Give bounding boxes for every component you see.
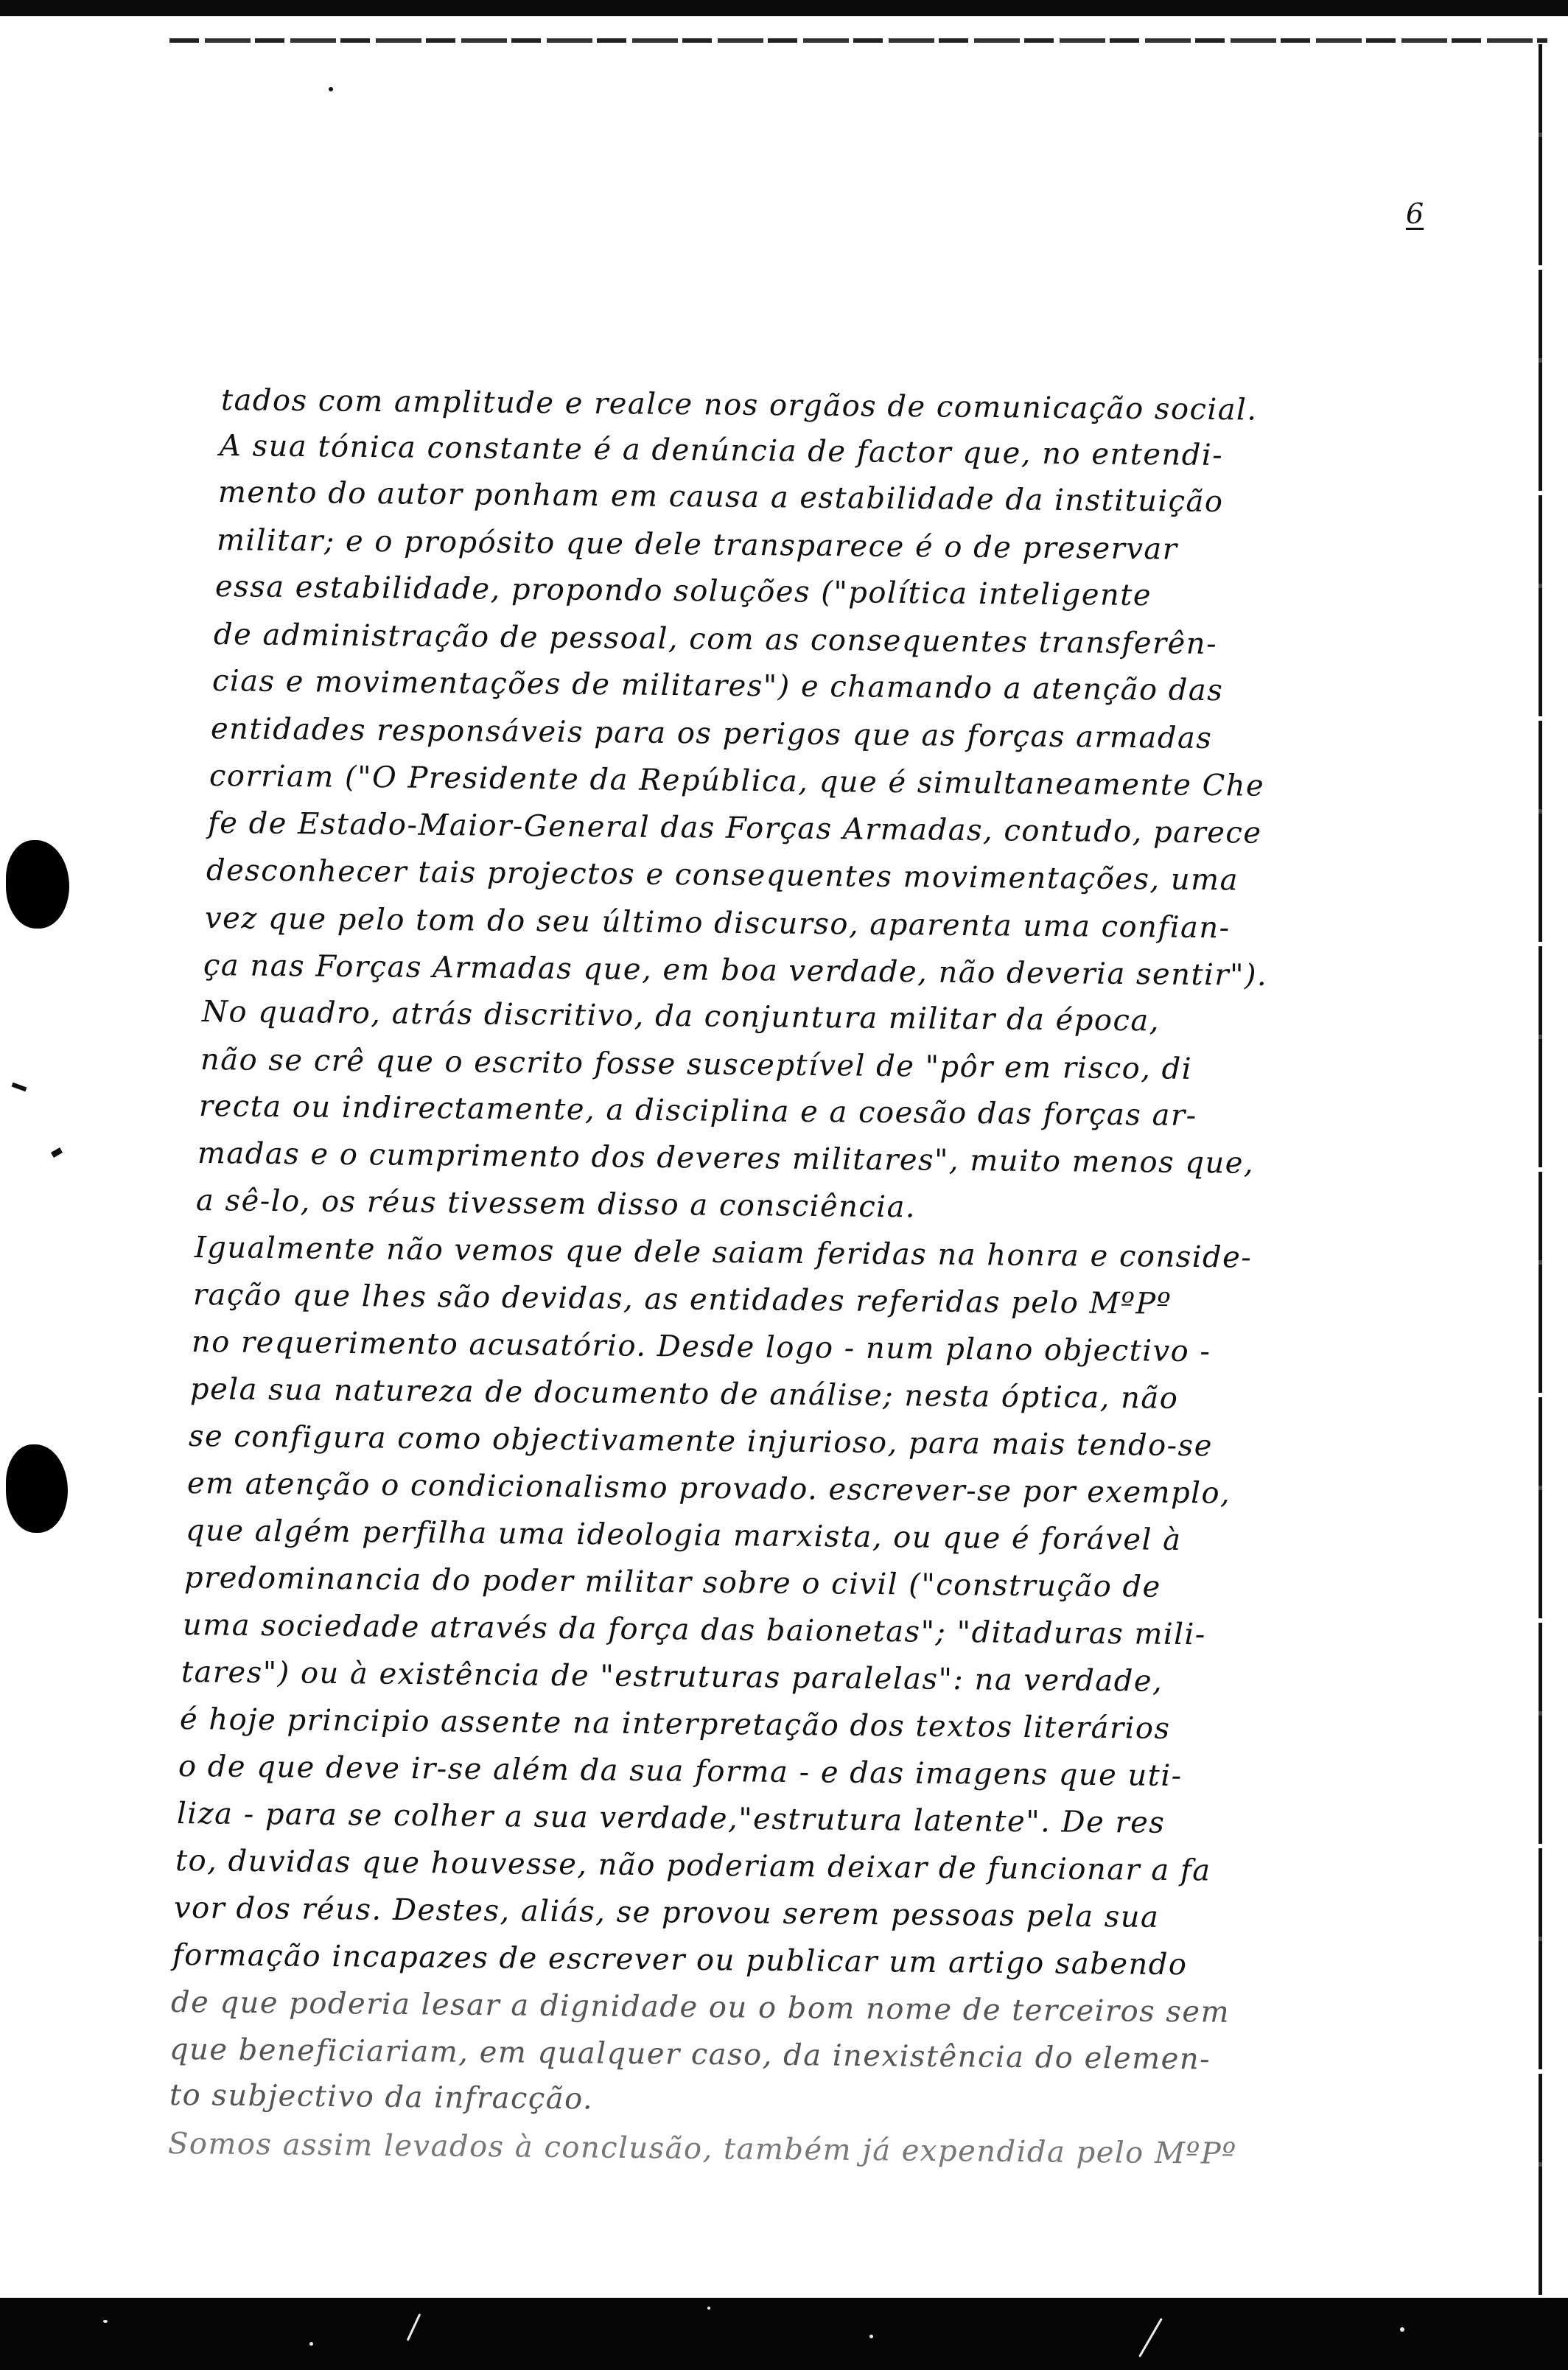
scan-speck [309,2342,313,2346]
text-line: não se crê que o escrito fosse susceptível de "pôr em risco, di [200,1043,1193,1086]
punch-hole-lower [6,1444,68,1533]
text-line: o de que deve ir-se além da sua forma - e das imagens que uti- [178,1749,1183,1794]
text-line: essa estabilidade, propondo soluções ("política inteligente [214,570,1152,613]
text-line: formação incapazes de escrever ou publicar um artigo sabendo [172,1938,1188,1982]
text-line: liza - para se colher a sua verdade,"estrutura latente". De res [176,1797,1166,1840]
text-line: vez que pelo tom do seu último discurso, aparenta uma confian- [204,901,1231,945]
text-line: de que poderia lesar a dignidade ou o bom nome de terceiros sem [170,1985,1231,2030]
text-line: que beneficiariam, em qualquer caso, da inexistência do elemen- [169,2032,1211,2077]
text-line: to subjectivo da infracção. [169,2078,594,2116]
margin-mark [12,1083,27,1091]
text-line: madas e o cumprimento dos deveres militares", muito menos que, [197,1136,1255,1181]
scan-speck [707,2307,710,2310]
text-line: em atenção o condicionalismo provado. escrever-se por exemplo, [186,1467,1231,1511]
margin-mark [51,1147,63,1158]
text-line: predominancia do poder militar sobre o civil ("construção de [183,1561,1162,1604]
page-number: 6 [1406,198,1424,230]
scan-speck [1138,2318,1163,2357]
scan-top-border [0,0,1568,16]
text-line: fe de Estado-Maior-General das Forças Armadas, contudo, parece [207,806,1262,850]
text-line: cias e movimentações de militares") e chamando a atenção das [211,664,1224,708]
scan-speck [103,2320,108,2323]
scan-top-dashed-line [169,38,1547,43]
scan-right-margin-line [1539,44,1542,2299]
text-line: tados com amplitude e realce nos orgãos de comunicação social. [220,383,1258,427]
text-line: mento do autor ponham em causa a estabilidade da instituição [217,475,1224,520]
text-line: a sê-lo, os réus tivessem disso a consciência. [195,1184,917,1225]
text-line: No quadro, atrás discritivo, da conjuntura militar da época, [201,995,1161,1038]
text-line: uma sociedade através da força das baionetas"; "ditaduras mili- [182,1608,1207,1652]
scan-bottom-border [0,2298,1568,2370]
scan-speck [1400,2327,1404,2332]
text-line: tares") ou à existência de "estruturas paralelas": na verdade, [181,1655,1163,1699]
text-line: no requerimento acusatório. Desde logo - num plano objectivo - [191,1325,1211,1369]
text-line: vor dos réus. Destes, aliás, se provou serem pessoas pela sua [173,1891,1160,1934]
scan-speck [407,2313,421,2341]
text-line: ração que lhes são devidas, as entidades referidas pelo MºPº [192,1278,1172,1321]
text-line: recta ou indirectamente, a disciplina e a coesão das forças ar- [198,1089,1197,1133]
text-line: que algém perfilha uma ideologia marxista, ou que é forável à [185,1514,1182,1557]
text-line: pela sua natureza de documento de análise; nesta óptica, não [189,1372,1179,1416]
text-line: desconhecer tais projectos e consequentes movimentações, uma [206,853,1239,898]
text-line: to, duvidas que houvesse, não poderiam deixar de funcionar a fa [175,1844,1211,1888]
scan-dot [329,87,333,91]
text-line: Somos assim levados à conclusão, também já expendida pelo MºPº [167,2127,1237,2171]
text-line: entidades responsáveis para os perigos que as forças armadas [210,712,1213,756]
text-line: militar; e o propósito que dele transparece é o de preservar [216,523,1178,567]
text-line: Igualmente não vemos que dele saiam feridas na honra e conside- [194,1231,1253,1275]
punch-hole-upper [6,840,69,929]
text-line: A sua tónica constante é a denúncia de factor que, no entendi- [219,429,1224,473]
scan-speck [869,2335,873,2338]
text-line: de administração de pessoal, com as consequentes transferên- [213,618,1218,662]
text-line: se configura como objectivamente injurioso, para mais tendo-se [188,1419,1214,1464]
text-line: corriam ("O Presidente da República, que é simultaneamente Che [209,759,1265,803]
text-line: é hoje principio assente na interpretação dos textos literários [179,1702,1171,1746]
text-line: ça nas Forças Armadas que, em boa verdade, não deveria sentir"). [203,948,1268,993]
